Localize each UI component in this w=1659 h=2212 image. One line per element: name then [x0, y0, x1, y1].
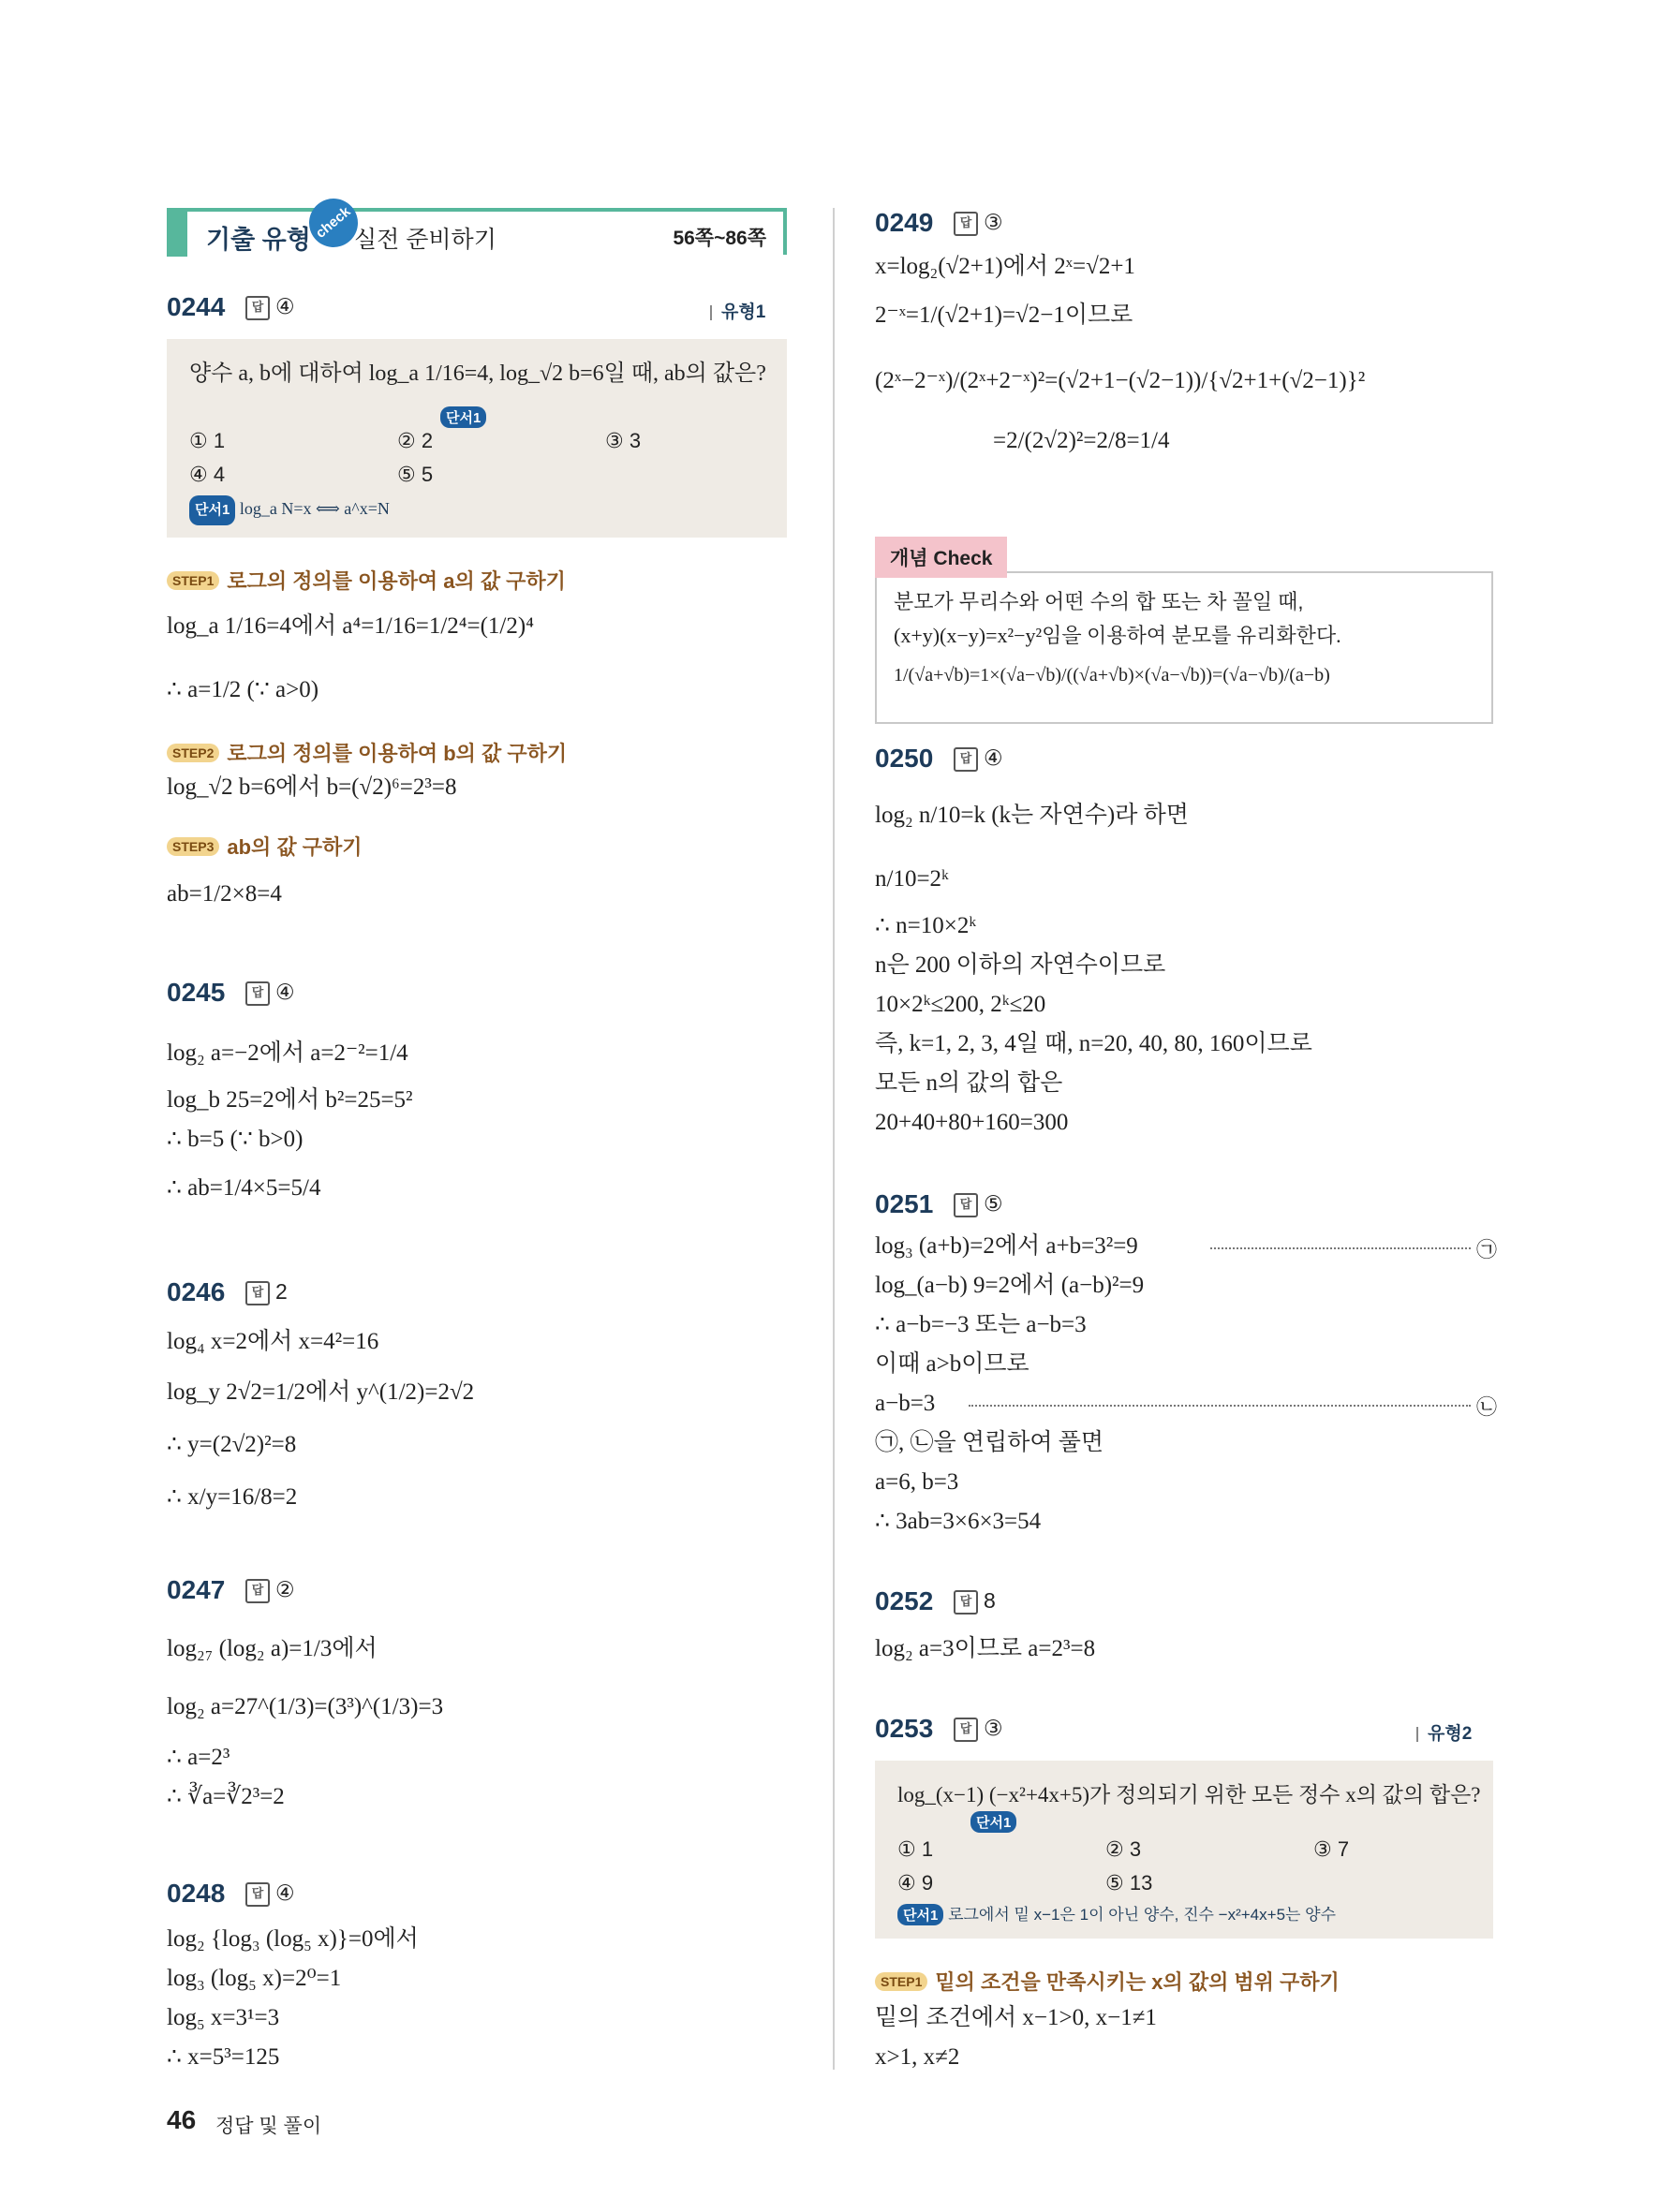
- step-2: STEP2 로그의 정의를 이용하여 b의 값 구하기: [167, 738, 567, 767]
- answer-value: 2: [275, 1279, 288, 1304]
- concept-line: 분모가 무리수와 어떤 수의 합 또는 차 꼴일 때,: [894, 590, 1304, 613]
- question-number: 0247: [167, 1575, 226, 1604]
- answer-value: 8: [984, 1588, 996, 1613]
- page-number: 46: [167, 2105, 197, 2134]
- concept-frame: [875, 571, 1493, 724]
- solution-line: log_b 25=2에서 b²=25=5²: [167, 1087, 413, 1113]
- solution-line: log_(a−b) 9=2에서 (a−b)²=9: [875, 1273, 1145, 1298]
- solution-line: 20+40+80+160=300: [875, 1110, 1069, 1135]
- choice-2: ② 3: [1105, 1837, 1142, 1861]
- solution-line: ∴ y=(2√2)²=8: [167, 1432, 297, 1457]
- solution-line: ∴ x/y=16/8=2: [167, 1484, 298, 1510]
- solution-line: a−b=3: [875, 1391, 936, 1416]
- solution-line: log₂ a=3이므로 a=2³=8: [875, 1636, 1096, 1661]
- leader-dots: [1210, 1247, 1471, 1249]
- hint-line: 단서1 log_a N=x ⟺ a^x=N: [189, 494, 390, 525]
- step-1: STEP1 로그의 정의를 이용하여 a의 값 구하기: [167, 566, 566, 595]
- answer-icon: 답: [245, 981, 270, 1006]
- concept-line: 1/(√a+√b)=1×(√a−√b)/((√a+√b)×(√a−√b))=(√a−√b)/(a−b): [894, 665, 1330, 686]
- answer-icon: 답: [245, 1579, 270, 1603]
- solution-line: ∴ n=10×2ᵏ: [875, 913, 977, 938]
- footer-label: 정답 및 풀이: [215, 2116, 322, 2137]
- answer-value: ③: [984, 1716, 1003, 1740]
- question-number: 0249: [875, 208, 934, 237]
- header-accent: [167, 208, 187, 257]
- answer-value: ②: [275, 1577, 295, 1601]
- solution-line: ∴ a=1/2 (∵ a>0): [167, 677, 319, 702]
- question-number: 0244: [167, 292, 226, 321]
- solution-line: ㉠, ㉡을 연립하여 풀면: [875, 1430, 1104, 1455]
- section-header: [167, 203, 787, 257]
- step-3: STEP3 ab의 값 구하기: [167, 832, 363, 861]
- concept-line: (x+y)(x−y)=x²−y²임을 이용하여 분모를 유리화한다.: [894, 624, 1341, 647]
- question-number: 0248: [167, 1879, 226, 1908]
- choice-4: ④ 9: [897, 1871, 934, 1895]
- choice-2: ② 2: [397, 429, 434, 452]
- solution-line: log₂ a=−2에서 a=2⁻²=1/4: [167, 1040, 408, 1066]
- problem-box: [875, 1761, 1493, 1939]
- problem-text: log_(x−1) (−x²+4x+5)가 정의되기 위한 모든 정수 x의 값의 합은?: [897, 1783, 1481, 1806]
- solution-line: log₂ a=27^(1/3)=(3³)^(1/3)=3: [167, 1694, 444, 1719]
- leader-dots: [969, 1405, 1471, 1407]
- solution-line: ∴ ab=1/4×5=5/4: [167, 1175, 321, 1201]
- answer-icon: 답: [954, 1193, 978, 1217]
- question-number: 0245: [167, 978, 226, 1007]
- solution-line: log_√2 b=6에서 b=(√2)⁶=2³=8: [167, 774, 457, 800]
- answer-icon: 답: [954, 1718, 978, 1742]
- solution-line: ∴ ∛a=∛2³=2: [167, 1784, 285, 1809]
- hint-chip: 단서1: [440, 406, 486, 428]
- solution-line: 즉, k=1, 2, 3, 4일 때, n=20, 40, 80, 160이므로: [875, 1031, 1312, 1056]
- solution-line: n/10=2ᵏ: [875, 866, 949, 892]
- mark-1: ㉠: [1476, 1238, 1498, 1261]
- answer-icon: 답: [954, 212, 978, 236]
- choice-5: ⑤ 5: [397, 463, 434, 486]
- choice-3: ③ 3: [605, 429, 642, 452]
- choice-1: ① 1: [897, 1837, 934, 1861]
- solution-line: a=6, b=3: [875, 1469, 959, 1495]
- answer-value: ④: [275, 1880, 295, 1905]
- answer-value: ③: [984, 210, 1003, 234]
- solution-line: (2ˣ−2⁻ˣ)/(2ˣ+2⁻ˣ)²=(√2+1−(√2−1))/{√2+1+(√2−1)}²: [875, 368, 1366, 393]
- concept-tab: 개념 Check: [875, 537, 1007, 578]
- answer-icon: 답: [245, 1281, 270, 1305]
- check-badge: check: [299, 188, 367, 257]
- choice-4: ④ 4: [189, 463, 226, 486]
- solution-line: 모든 n의 값의 합은: [875, 1070, 1063, 1096]
- answer-value: ④: [275, 980, 295, 1004]
- solution-line: log_a 1/16=4에서 a⁴=1/16=1/2⁴=(1/2)⁴: [167, 613, 534, 639]
- solution-line: log₄ x=2에서 x=4²=16: [167, 1329, 379, 1354]
- choice-5: ⑤ 13: [1105, 1871, 1153, 1895]
- solution-line: log₃ (a+b)=2에서 a+b=3²=9: [875, 1233, 1138, 1259]
- solution-line: log₅ x=3¹=3: [167, 2005, 280, 2030]
- solution-line: log₂₇ (log₂ a)=1/3에서: [167, 1636, 378, 1661]
- header-subtitle: 실전 준비하기: [354, 227, 496, 253]
- solution-line: 10×2ᵏ≤200, 2ᵏ≤20: [875, 992, 1046, 1017]
- solution-line: 2⁻ˣ=1/(√2+1)=√2−1이므로: [875, 302, 1133, 328]
- answer-value: ④: [984, 745, 1003, 770]
- answer-value: ④: [275, 294, 295, 318]
- solution-line: ∴ b=5 (∵ b>0): [167, 1127, 304, 1152]
- type-tag: 유형2: [1416, 1719, 1472, 1745]
- header-title: 기출 유형: [206, 226, 311, 254]
- solution-line: log_y 2√2=1/2에서 y^(1/2)=2√2: [167, 1379, 475, 1405]
- step-1: STEP1 밑의 조건을 만족시키는 x의 값의 범위 구하기: [875, 1967, 1340, 1996]
- mark-2: ㉡: [1476, 1395, 1498, 1419]
- solution-line: =2/(2√2)²=2/8=1/4: [993, 428, 1170, 453]
- solution-line: log₂ {log₃ (log₅ x)}=0에서: [167, 1926, 419, 1952]
- solution-line: 이때 a>b이므로: [875, 1351, 1029, 1377]
- hint-line: 단서1 로그에서 밑 x−1은 1이 아닌 양수, 진수 −x²+4x+5는 양수: [897, 1901, 1336, 1925]
- solution-line: n은 200 이하의 자연수이므로: [875, 952, 1166, 978]
- answer-icon: 답: [954, 1590, 978, 1615]
- choice-3: ③ 7: [1313, 1837, 1350, 1861]
- solution-line: x=log₂(√2+1)에서 2ˣ=√2+1: [875, 254, 1135, 279]
- solution-line: log₂ n/10=k (k는 자연수)라 하면: [875, 803, 1189, 828]
- choice-1: ① 1: [189, 429, 226, 452]
- question-number: 0253: [875, 1714, 934, 1743]
- hint-chip: 단서1: [970, 1811, 1016, 1833]
- solution-line: x>1, x≠2: [875, 2044, 960, 2070]
- solution-line: ∴ a−b=−3 또는 a−b=3: [875, 1312, 1087, 1337]
- problem-text: 양수 a, b에 대하여 log_a 1/16=4, log_√2 b=6일 때, ab의 값은?: [189, 361, 766, 386]
- problem-box: [167, 339, 787, 538]
- solution-line: ∴ x=5³=125: [167, 2044, 280, 2070]
- question-number: 0251: [875, 1189, 934, 1218]
- type-tag: 유형1: [710, 298, 765, 323]
- answer-icon: 답: [245, 296, 270, 320]
- question-number: 0252: [875, 1586, 934, 1615]
- question-number: 0250: [875, 744, 934, 773]
- solution-line: ∴ 3ab=3×6×3=54: [875, 1509, 1042, 1534]
- question-number: 0246: [167, 1277, 226, 1306]
- solution-line: 밑의 조건에서 x−1>0, x−1≠1: [875, 2005, 1157, 2030]
- column-divider: [833, 208, 835, 2070]
- concept-check-box: [875, 537, 1493, 686]
- solution-line: ab=1/2×8=4: [167, 881, 282, 907]
- answer-icon: 답: [245, 1882, 270, 1907]
- answer-icon: 답: [954, 747, 978, 772]
- solution-line: ∴ a=2³: [167, 1745, 230, 1770]
- header-pages: 56쪽~86쪽: [673, 228, 766, 249]
- solution-line: log₃ (log₅ x)=2⁰=1: [167, 1966, 342, 1991]
- answer-value: ⑤: [984, 1191, 1003, 1216]
